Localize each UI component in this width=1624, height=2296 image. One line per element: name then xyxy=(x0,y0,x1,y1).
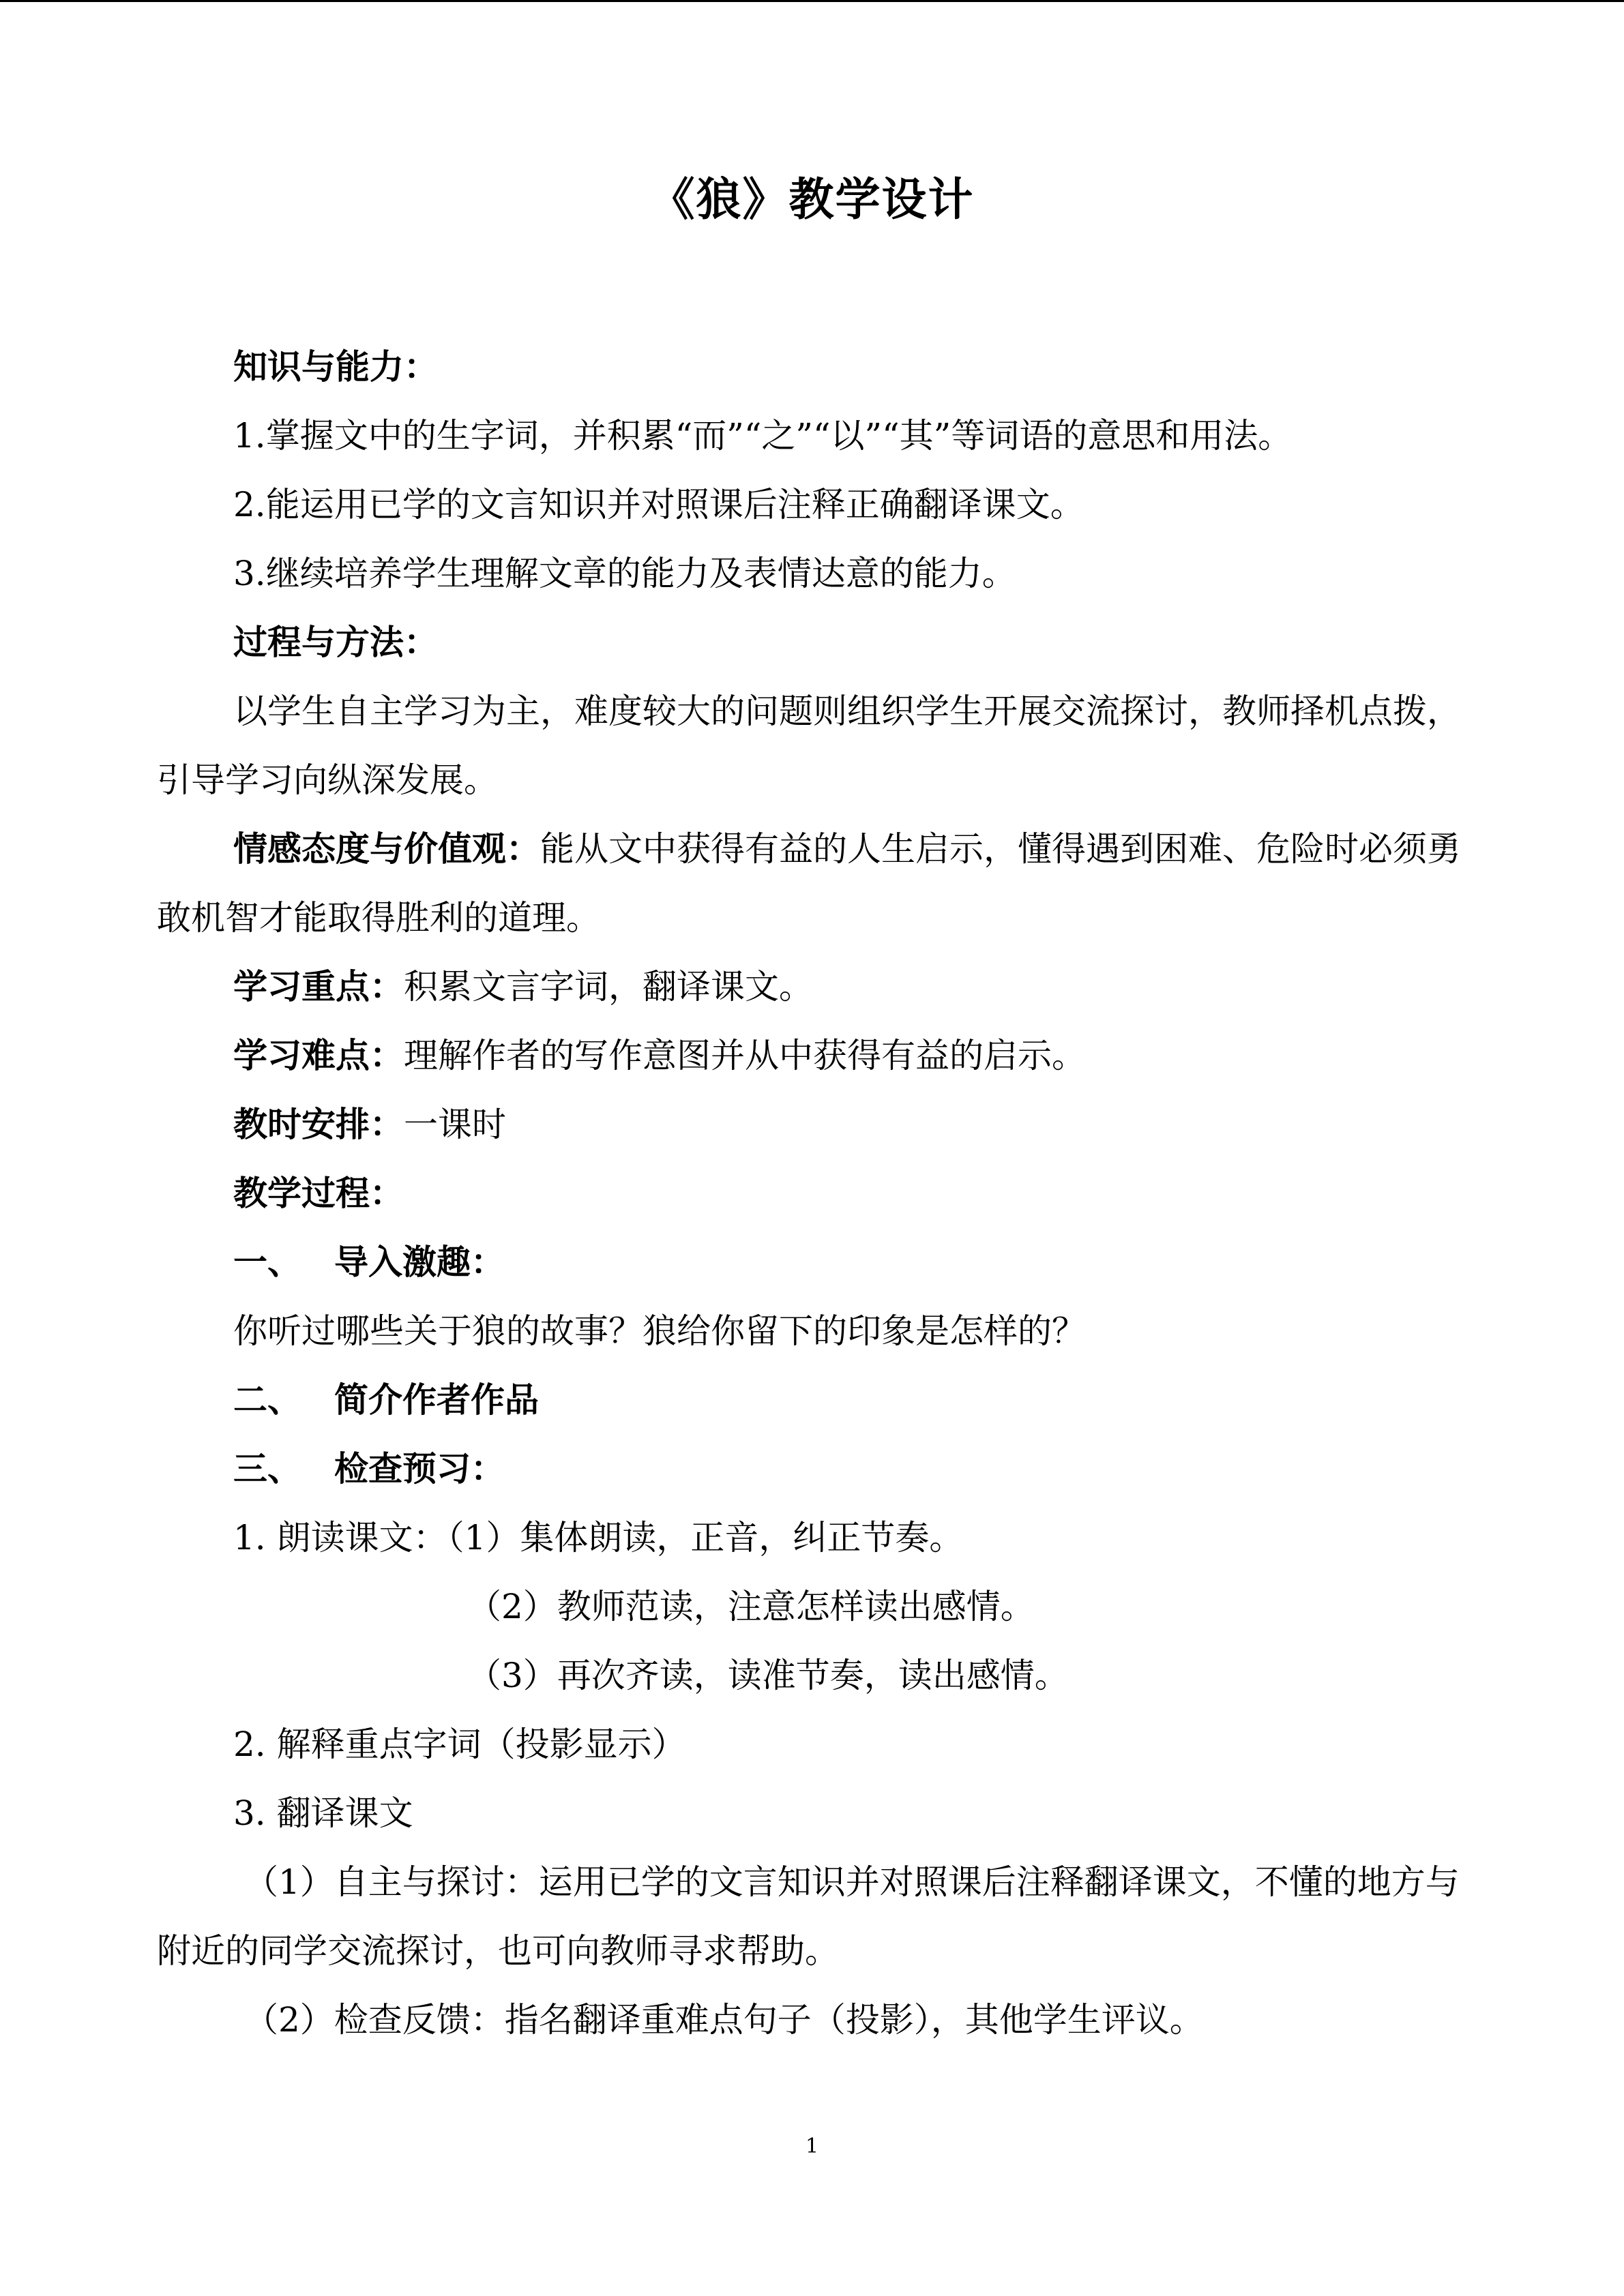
difficulty-text: 理解作者的写作意图并从中获得有益的启示。 xyxy=(404,1036,1086,1075)
translate-item-2: （2）检查反馈：指名翻译重难点句子（投影），其他学生评议。 xyxy=(244,2000,1204,2040)
document-body xyxy=(157,333,1470,2055)
reading-item-2: （2）教师范读，注意怎样读出感情。 xyxy=(467,1587,1035,1626)
step-1 xyxy=(157,1228,1470,1297)
reading-item-1: （1）集体朗读，正音，纠正节奏。 xyxy=(447,1518,964,1557)
reading-line-1 xyxy=(157,1504,1470,1572)
teaching-heading: 教学过程： xyxy=(233,1174,404,1213)
knowledge-item-1: 1.掌握文中的生字词，并积累“而”“之”“以”“其”等词语的意思和用法。 xyxy=(233,416,1293,456)
step-3-number: 三、 xyxy=(233,1449,301,1489)
intro-question: 你听过哪些关于狼的故事？狼给你留下的印象是怎样的？ xyxy=(233,1311,1086,1351)
translate-label: 3. 翻译课文 xyxy=(233,1793,413,1833)
emotion-text: 能从文中获得有益的人生启示，懂得遇到困难、危险时必须勇敢机智才能取得胜利的道理。 xyxy=(157,829,1461,938)
key-paragraph xyxy=(157,953,1470,1022)
explain-words: 2. 解释重点字词（投影显示） xyxy=(233,1725,686,1764)
step-1-number: 一、 xyxy=(233,1242,301,1282)
schedule-paragraph xyxy=(157,1090,1470,1159)
key-label: 学习重点： xyxy=(233,967,404,1007)
emotion-label: 情感态度与价值观： xyxy=(233,829,540,869)
emotion-paragraph xyxy=(157,815,1470,953)
step-2 xyxy=(157,1366,1470,1435)
page-title: 《狼》教学设计 xyxy=(649,173,975,226)
reading-label: 1. 朗读课文： xyxy=(233,1518,447,1557)
top-border-line xyxy=(0,0,1624,2)
step-3-label: 检查预习： xyxy=(334,1449,505,1489)
difficulty-label: 学习难点： xyxy=(233,1036,404,1075)
reading-item-3: （3）再次齐读，读准节奏，读出感情。 xyxy=(467,1656,1069,1695)
key-text: 积累文言字词，翻译课文。 xyxy=(404,967,813,1007)
schedule-text: 一课时 xyxy=(404,1105,506,1144)
knowledge-heading: 知识与能力： xyxy=(233,347,438,387)
step-2-number: 二、 xyxy=(233,1380,301,1420)
translate-item-1: （1）自主与探讨：运用已学的文言知识并对照课后注释翻译课文，不懂的地方与附近的同学交流探讨，也可向教师寻求帮助。 xyxy=(157,1862,1460,1971)
process-text: 以学生自主学习为主，难度较大的问题则组织学生开展交流探讨，教师择机点拨，引导学习向纵深发展。 xyxy=(157,691,1461,800)
knowledge-item-3: 3.继续培养学生理解文章的能力及表情达意的能力。 xyxy=(233,554,1016,593)
step-3 xyxy=(157,1435,1470,1504)
process-heading: 过程与方法： xyxy=(233,623,438,662)
page-number: 1 xyxy=(805,2134,819,2158)
step-1-label: 导入激趣： xyxy=(334,1242,505,1282)
knowledge-item-2: 2.能运用已学的文言知识并对照课后注释正确翻译课文。 xyxy=(233,485,1084,524)
step-2-label: 简介作者作品 xyxy=(334,1380,539,1420)
schedule-label: 教时安排： xyxy=(233,1105,404,1144)
difficulty-paragraph xyxy=(157,1022,1470,1090)
